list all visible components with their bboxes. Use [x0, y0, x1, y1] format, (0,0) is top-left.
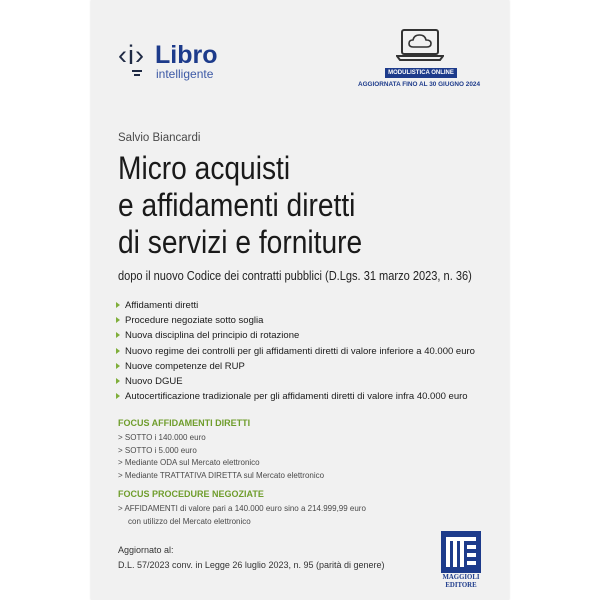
green-triangle-bullet-icon	[116, 317, 120, 323]
book-title	[118, 150, 452, 261]
brand-name: Libro	[155, 41, 218, 69]
focus-direct-item: > Mediante TRATTATIVA DIRETTA sul Mercato elettronico	[118, 470, 325, 480]
brand-underline-short	[134, 74, 140, 76]
focus-direct-item: > SOTTO i 5.000 euro	[118, 445, 197, 455]
green-triangle-bullet-icon	[116, 378, 120, 384]
brand-bracket-text: ‹i›	[118, 40, 145, 70]
update-label: Aggiornato al:	[118, 545, 174, 555]
maggioli-logo	[441, 531, 481, 573]
online-badge-label: MODULISTICA ONLINE	[385, 68, 457, 78]
title-line-2: e affidamenti diretti	[118, 187, 356, 223]
feature-item: Nuovo regime dei controlli per gli affidamenti diretti di valore inferiore a 40.000 euro	[116, 344, 496, 359]
book-subtitle: dopo il nuovo Codice dei contratti pubblici (D.Lgs. 31 marzo 2023, n. 36)	[118, 268, 472, 283]
focus-negotiated-item: > AFFIDAMENTI di valore pari a 140.000 euro sino a 214.999,99 euro	[118, 504, 366, 513]
publisher-name	[437, 574, 485, 590]
brand-bracket-mark	[118, 40, 145, 71]
feature-list	[116, 298, 496, 404]
publisher-name-line2: EDITORE	[445, 582, 477, 589]
feature-item: Affidamenti diretti	[116, 298, 496, 313]
green-triangle-bullet-icon	[116, 363, 120, 369]
feature-item: Nuovo DGUE	[116, 374, 496, 389]
green-triangle-bullet-icon	[116, 332, 120, 338]
laptop-cloud-icon	[396, 28, 444, 62]
online-update-note: AGGIORNATA FINO AL 30 GIUGNO 2024	[357, 81, 481, 88]
focus-direct-list	[118, 432, 324, 482]
green-triangle-bullet-icon	[116, 348, 120, 354]
book-author: Salvio Biancardi	[118, 132, 201, 144]
green-triangle-bullet-icon	[116, 302, 120, 308]
focus-direct-item: > Mediante ODA sul Mercato elettronico	[118, 458, 260, 468]
online-forms-badge	[355, 28, 483, 98]
update-text: D.L. 57/2023 conv. in Legge 26 luglio 2023, n. 95 (parità di genere)	[118, 560, 385, 570]
focus-negotiated-list	[118, 503, 366, 528]
feature-item: Procedure negoziate sotto soglia	[116, 313, 496, 328]
update-note	[118, 543, 385, 573]
feature-item: Autocertificazione tradizionale per gli affidamenti diretti di valore infra 40.000 euro	[116, 389, 496, 404]
green-triangle-bullet-icon	[116, 393, 120, 399]
brand-underline	[132, 70, 142, 72]
focus-direct-item: > SOTTO i 140.000 euro	[118, 433, 206, 442]
title-line-1: Micro acquisti	[118, 150, 291, 186]
libro-intelligente-logo	[118, 40, 228, 85]
feature-item: Nuova disciplina del principio di rotazione	[116, 328, 496, 343]
focus-negotiated-heading: FOCUS PROCEDURE NEGOZIATE	[118, 489, 264, 499]
title-line-3: di servizi e forniture	[118, 224, 363, 260]
publisher-name-line1: MAGGIOLI	[442, 574, 480, 581]
feature-item: Nuove competenze del RUP	[116, 359, 496, 374]
brand-tagline: intelligente	[156, 67, 214, 81]
focus-negotiated-item: con utilizzo del Mercato elettronico	[128, 516, 251, 526]
focus-direct-heading: FOCUS AFFIDAMENTI DIRETTI	[118, 418, 251, 428]
